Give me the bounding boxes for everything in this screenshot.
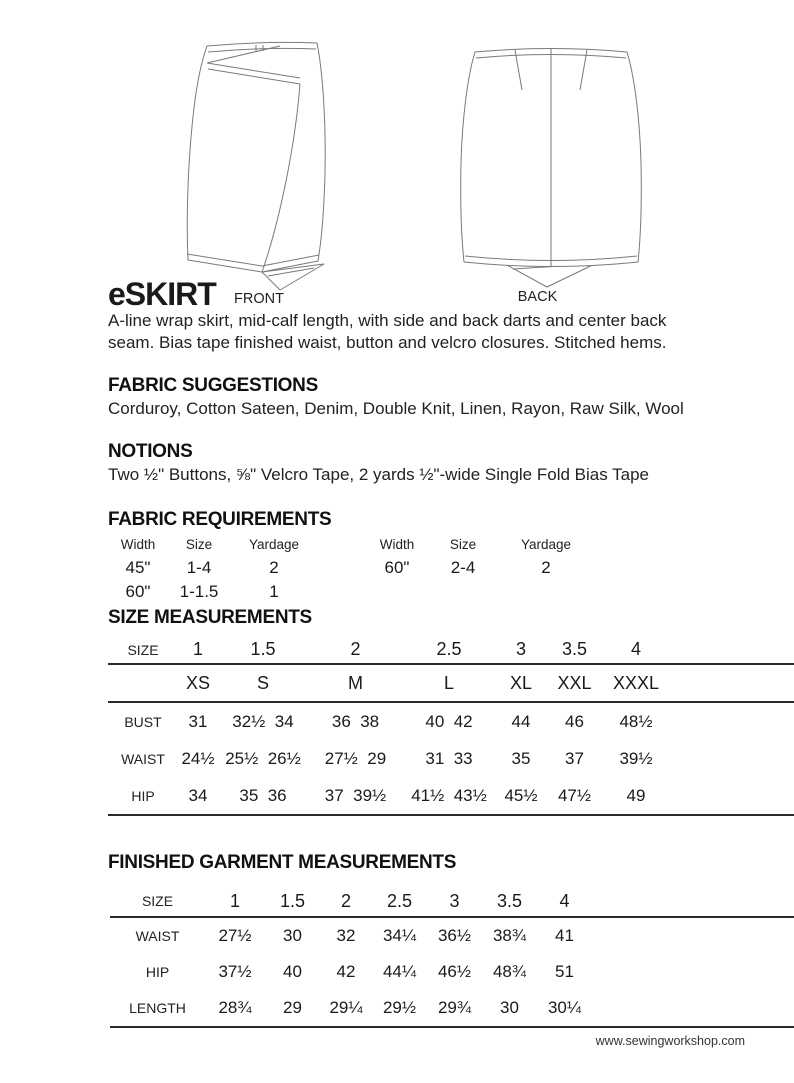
page-title: eSKIRT — [108, 276, 216, 312]
front-view-label: FRONT — [234, 291, 284, 307]
measurement-value: 35 36 — [239, 785, 287, 805]
measurement-value: 32½ 34 — [232, 711, 294, 731]
table-row-waist — [108, 740, 794, 777]
measurement-value: 49 — [626, 785, 646, 805]
size-number-row — [108, 636, 794, 663]
measurement-value: 44 — [511, 711, 531, 731]
measurement-value: 30 — [500, 998, 519, 1017]
measurement-value: 41½ 43½ — [411, 785, 487, 805]
fabric-suggestions-text: Corduroy, Cotton Sateen, Denim, Double Knit, Linen, Rayon, Raw Silk, Wool — [108, 399, 684, 418]
row-label: WAIST — [121, 750, 165, 767]
measurement-value: 39½ — [619, 748, 653, 768]
measurement-value: 35 — [511, 748, 531, 768]
size-value: 3 — [449, 890, 460, 911]
size-value: 3.5 — [561, 639, 588, 659]
notions-heading: NOTIONS — [108, 441, 193, 462]
measurement-value: 48¾ — [492, 962, 527, 981]
measurement-value: 27½ 29 — [324, 748, 387, 768]
size-value: 3.5 — [496, 890, 523, 911]
measurement-value: 38¾ — [492, 926, 527, 945]
size-row-label: SIZE — [127, 641, 159, 658]
table-cell: 2-4 — [450, 558, 476, 577]
front-skirt-drawing — [182, 38, 332, 303]
fabric-requirements-heading: FABRIC REQUIREMENTS — [108, 509, 332, 530]
table-row-bust — [108, 703, 794, 740]
measurement-value: 40 — [283, 962, 302, 981]
measurement-value: 41 — [555, 926, 574, 945]
column-header: Yardage — [248, 537, 300, 552]
back-view-label: BACK — [517, 289, 558, 305]
letter-size: XL — [509, 672, 533, 693]
measurement-value: 37½ — [218, 962, 252, 981]
measurement-value: 42 — [336, 962, 356, 981]
fabric-requirements-table-right — [365, 537, 595, 579]
table-cell: 2 — [269, 558, 279, 577]
column-header: Yardage — [520, 537, 572, 552]
size-measurements-table — [108, 636, 794, 816]
size-value: 4 — [630, 639, 641, 659]
size-value: 1 — [192, 639, 203, 659]
measurement-value: 34 — [188, 785, 208, 805]
measurement-value: 37 — [565, 748, 584, 768]
size-value: 1 — [229, 890, 240, 911]
table-row-hip — [110, 954, 794, 990]
measurement-value: 40 42 — [425, 711, 473, 731]
measurement-value: 34¼ — [382, 926, 417, 945]
measurement-value: 51 — [555, 962, 574, 981]
measurement-value: 46½ — [437, 962, 472, 981]
measurement-value: 25½ 26½ — [225, 748, 301, 768]
size-value: 1.5 — [279, 890, 306, 911]
column-header: Size — [185, 537, 213, 552]
size-value: 3 — [515, 639, 526, 659]
letter-size-row — [108, 665, 794, 701]
letter-size: L — [443, 672, 454, 693]
size-row-label: SIZE — [141, 893, 174, 909]
size-value: 1.5 — [250, 639, 276, 659]
fabric-suggestions-heading: FABRIC SUGGESTIONS — [108, 375, 318, 396]
table-rule — [110, 1026, 794, 1028]
row-label: BUST — [124, 713, 162, 730]
measurement-value: 32 — [336, 926, 356, 945]
table-cell: 60" — [384, 558, 410, 577]
finished-garment-heading: FINISHED GARMENT MEASUREMENTS — [108, 852, 457, 873]
measurement-value: 27½ — [218, 926, 252, 945]
table-rule — [108, 814, 794, 816]
size-value: 2.5 — [436, 639, 462, 659]
letter-size: XXL — [557, 672, 592, 693]
notions-text: Two ½" Buttons, ⅝" Velcro Tape, 2 yards ½"-wide Single Fold Bias Tape — [108, 465, 649, 484]
size-value: 4 — [559, 890, 570, 911]
measurement-value: 36½ — [437, 926, 472, 945]
measurement-value: 46 — [565, 711, 584, 731]
garment-description — [108, 310, 748, 354]
column-header: Size — [449, 537, 477, 552]
column-header: Width — [120, 537, 156, 552]
table-row-waist — [110, 918, 794, 954]
size-value: 2.5 — [386, 890, 413, 911]
table-row-length — [110, 990, 794, 1026]
measurement-value: 29¾ — [437, 998, 472, 1017]
row-label: WAIST — [135, 928, 180, 944]
fabric-requirements-table-left — [108, 537, 318, 603]
measurement-value: 36 38 — [331, 711, 380, 731]
measurement-value: 47½ — [557, 785, 592, 805]
letter-size: XS — [185, 672, 210, 693]
measurement-value: 31 — [188, 711, 208, 731]
column-header: Width — [379, 537, 415, 552]
row-label: HIP — [145, 964, 170, 980]
measurement-value: 45½ — [504, 785, 538, 805]
measurement-value: 29¼ — [329, 998, 363, 1017]
description-line-2: seam. Bias tape finished waist, button and velcro closures. Stitched hems. — [108, 333, 667, 352]
table-cell: 45" — [125, 558, 151, 577]
table-cell: 60" — [125, 582, 151, 601]
finished-garment-table — [110, 886, 794, 1028]
measurement-value: 24½ — [181, 748, 215, 768]
measurement-value: 30¼ — [547, 998, 582, 1017]
size-number-row — [110, 886, 794, 916]
letter-size: S — [256, 672, 269, 693]
size-value: 2 — [350, 639, 361, 659]
measurement-value: 37 39½ — [324, 785, 387, 805]
table-cell: 1-4 — [186, 558, 212, 577]
size-value: 2 — [340, 890, 351, 911]
measurement-value: 29½ — [382, 998, 417, 1017]
measurement-value: 30 — [283, 926, 302, 945]
back-skirt-drawing — [455, 38, 645, 308]
measurement-value: 29 — [283, 998, 302, 1017]
table-row-hip — [108, 777, 794, 814]
measurement-value: 31 33 — [425, 748, 473, 768]
row-label: LENGTH — [129, 1000, 186, 1016]
letter-size: XXXL — [612, 672, 660, 693]
row-label: HIP — [131, 787, 155, 804]
table-cell: 1 — [269, 582, 279, 601]
table-cell: 2 — [541, 558, 551, 577]
website-url: www.sewingworkshop.com — [595, 1034, 745, 1048]
description-line-1: A-line wrap skirt, mid-calf length, with side and back darts and center back — [108, 311, 667, 330]
measurement-value: 28¾ — [218, 998, 252, 1017]
table-cell: 1-1.5 — [179, 582, 219, 601]
letter-size: M — [348, 672, 363, 693]
measurement-value: 44¼ — [382, 962, 417, 981]
measurement-value: 48½ — [619, 711, 653, 731]
size-measurements-heading: SIZE MEASUREMENTS — [108, 607, 312, 628]
